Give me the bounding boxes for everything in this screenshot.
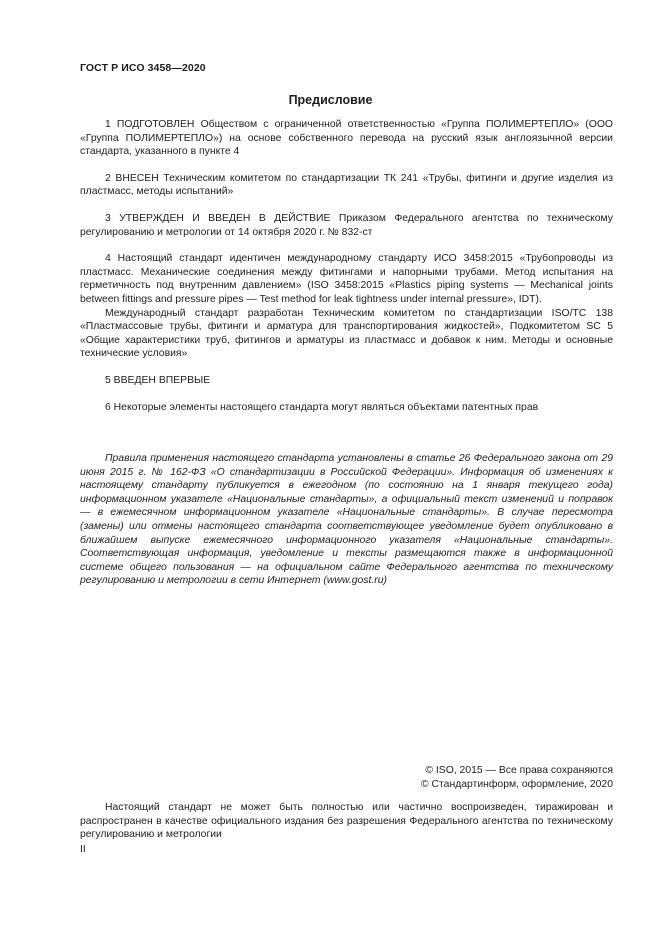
paragraph-submitted-by: 2 ВНЕСЕН Техническим комитетом по стандартизации ТК 241 «Трубы, фитинги и другие изделия из пластмасс, методы испытаний» xyxy=(80,172,613,198)
copyright-block xyxy=(421,764,613,791)
page-number: II xyxy=(80,844,86,855)
paragraph-identical-standard: 4 Настоящий стандарт идентичен международному стандарту ИСО 3458:2015 «Трубопроводы из пластмасс. Механические соединения между фитингами и напорными трубами. Метод испытания на герметичность под внутренним давлением» (ISO 3458:2015 «Plastics piping systems — Mechanical joints between fittings and pressure pipes — Test method for leak tightness under internal pressure», IDT). xyxy=(80,253,613,305)
paragraph-approved: 3 УТВЕРЖДЕН И ВВЕДЕН В ДЕЙСТВИЕ Приказом Федерального агентства по техническому регулированию и метрологии от 14 октября 2020 г. № 832-ст xyxy=(80,212,613,238)
reproduction-notice: Настоящий стандарт не может быть полностью или частично воспроизведен, тиражирован и распространен в качестве официального издания без разрешения Федерального агентства по техническому регулированию и метрологии xyxy=(80,802,613,841)
document-header: ГОСТ Р ИСО 3458—2020 xyxy=(80,62,206,74)
paragraph-prepared-by: 1 ПОДГОТОВЛЕН Обществом с ограниченной ответственностью «Группа ПОЛИМЕРТЕПЛО» (ООО «Группа ПОЛИМЕРТЕПЛО») на основе собственного перевода на русский язык англоязычной версии стандарта, указанного в пункте 4 xyxy=(80,119,613,158)
section-title: Предисловие xyxy=(288,93,373,107)
application-rules-notice: Правила применения настоящего стандарта установлены в статье 26 Федерального закона от 29 июня 2015 г. № 162-ФЗ «О стандартизации в Российской Федерации». Информация об изменениях к настоящему стандарту публикуется в ежегодном (по состоянию на 1 января текущего года) информационном указателе «Национальные стандарты», а официальный текст изменений и поправок — в ежемесячном информационном указателе «Национальные стандарты». В случае пересмотра (замены) или отмены настоящего стандарта соответствующее уведомление будет опубликовано в ближайшем выпуске ежемесячного информационного указателя «Национальные стандарты». Соответствующая информация, уведомление и тексты размещаются также в информационной системе общего пользования — на официальном сайте Федерального агентства по техническому регулированию и метрологии в сети Интернет (www.gost.ru) xyxy=(80,453,613,587)
foreword-body xyxy=(80,118,613,414)
paragraph-international-committee: Международный стандарт разработан Техническим комитетом по стандартизации ISO/TC 138 «Пластмассовые трубы, фитинги и арматура для транспортирования жидкостей», Подкомитетом SC 5 «Общие характеристики труб, фитингов и арматуры из пластмасс и добавок к ним. Методы и основные технические условия» xyxy=(80,307,613,360)
paragraph-patent-rights: 6 Некоторые элементы настоящего стандарта могут являться объектами патентных прав xyxy=(105,401,539,413)
copyright-publisher: © Стандартинформ, оформление, 2020 xyxy=(420,778,613,790)
copyright-iso: © ISO, 2015 — Все права сохраняются xyxy=(425,765,613,776)
paragraph-introduced-first: 5 ВВЕДЕН ВПЕРВЫЕ xyxy=(105,374,211,386)
